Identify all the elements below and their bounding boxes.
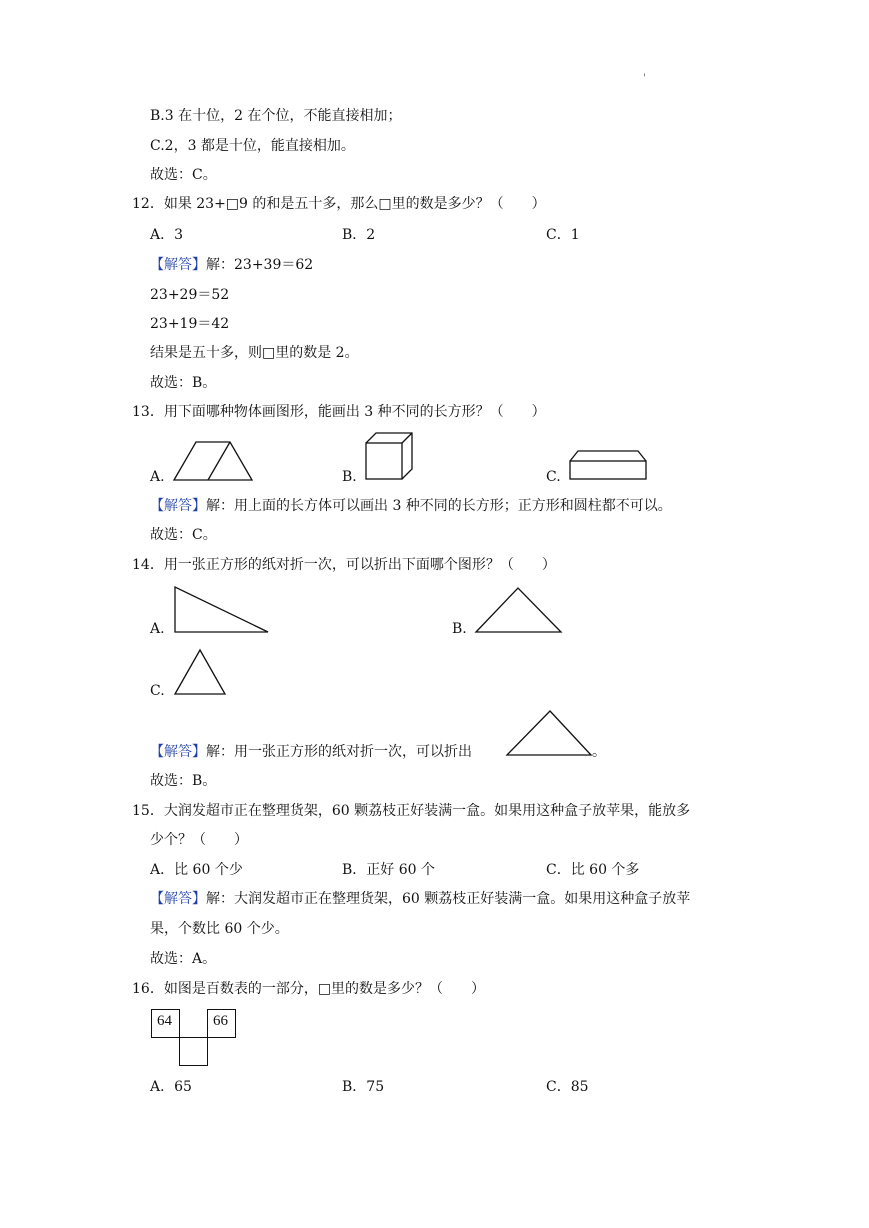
q15-answer-line-1: 【解答】解：大润发超市正在整理货架，60 颗荔枝正好装满一盒。如果用这种盒子放苹: [150, 891, 691, 907]
q11-choice: 故选：C。: [150, 167, 217, 183]
isosceles-right-triangle-figure: [474, 585, 564, 635]
q15-stem-line-1: 15．大润发超市正在整理货架，60 颗荔枝正好装满一盒。如果用这种盒子放苹果，能放多: [132, 803, 691, 819]
answer-triangle-figure: [505, 708, 593, 758]
q13-choice: 故选：C。: [150, 527, 217, 543]
q13-answer: 【解答】解：用上面的长方体可以画出 3 种不同的长方形；正方形和圆柱都不可以。: [150, 498, 672, 514]
q14-answer-tag: 【解答】: [150, 744, 206, 760]
equilateral-triangle-figure: [173, 647, 229, 697]
q16-option-a: A．65: [150, 1079, 192, 1095]
q12-answer-tag: 【解答】: [150, 257, 206, 273]
q13-option-c: C.: [546, 469, 561, 485]
q14-option-c: C.: [150, 683, 165, 699]
q13-stem: 13．用下面哪种物体画图形，能画出 3 种不同的长方形？（ ）: [132, 404, 546, 420]
q15-answer-tag: 【解答】: [150, 891, 206, 907]
header-mark: ': [643, 73, 646, 84]
chart-cell-66: 66: [213, 1013, 228, 1029]
q14-answer-end: 。: [592, 744, 606, 760]
q12-option-b: B．2: [342, 227, 376, 243]
q14-choice: 故选：B。: [150, 773, 217, 789]
chart-cell-64: 64: [157, 1013, 172, 1029]
q13-answer-tag: 【解答】: [150, 498, 206, 514]
cuboid-figure: [568, 449, 648, 481]
q15-option-a: A．比 60 个少: [150, 862, 243, 878]
q16-stem: 16．如图是百数表的一部分，□里的数是多少？（ ）: [132, 981, 486, 997]
q12-stem: 12．如果 23+□9 的和是五十多，那么□里的数是多少？（ ）: [132, 196, 546, 212]
q12-answer-line-4: 结果是五十多，则□里的数是 2。: [150, 345, 359, 361]
q14-option-b: B.: [452, 621, 467, 637]
q15-option-b: B．正好 60 个: [342, 862, 436, 878]
triangular-prism-figure: [172, 438, 256, 482]
q15-stem-line-2: 少个？（ ）: [150, 832, 248, 848]
q12-choice: 故选：B。: [150, 375, 217, 391]
q15-option-c: C．比 60 个多: [546, 862, 640, 878]
q13-option-b: B.: [342, 469, 357, 485]
q12-option-a: A．3: [150, 227, 184, 243]
q14-answer: 【解答】解：用一张正方形的纸对折一次，可以折出: [150, 744, 472, 760]
right-triangle-figure: [173, 585, 271, 635]
cube-figure: [364, 431, 416, 481]
q11-option-b-explanation: B.3 在十位，2 在个位，不能直接相加；: [150, 108, 402, 124]
q15-choice: 故选：A。: [150, 951, 217, 967]
q12-option-c: C．1: [546, 227, 580, 243]
q12-answer-line-2: 23+29＝52: [150, 287, 230, 303]
q14-stem: 14．用一张正方形的纸对折一次，可以折出下面哪个图形？（ ）: [132, 557, 556, 573]
q13-option-a: A.: [150, 469, 165, 485]
q11-option-c-explanation: C.2，3 都是十位，能直接相加。: [150, 138, 355, 154]
q16-option-c: C．85: [546, 1079, 589, 1095]
q16-option-b: B．75: [342, 1079, 385, 1095]
q12-answer-line-3: 23+19＝42: [150, 316, 230, 332]
q14-option-a: A.: [150, 621, 165, 637]
q15-answer-line-2: 果，个数比 60 个少。: [150, 921, 289, 937]
q12-answer-line-1: 【解答】解：23+39＝62: [150, 257, 314, 273]
